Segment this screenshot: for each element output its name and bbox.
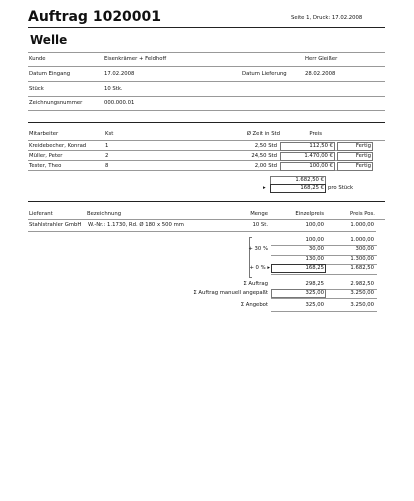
stueck-label: Stück: [29, 86, 44, 92]
mat-lieferant: Stahlstrahler GmbH: [29, 222, 82, 228]
datum-lieferung-label: Datum Lieferung: [242, 71, 287, 77]
work-name: Müller, Peter: [29, 153, 63, 159]
section-divider: [28, 201, 385, 202]
mat-header-bezeichnung: Bezeichnung: [87, 211, 122, 217]
calc-line: [271, 274, 377, 275]
datum-lieferung-value: 28.02.2008: [305, 71, 336, 77]
calc-pos: 1.000,00: [350, 237, 374, 243]
work-kst: 8: [105, 163, 109, 169]
sum-label: Σ Angebot: [240, 302, 268, 308]
work-zeit: 2,50 Std: [254, 143, 277, 149]
section-divider: [28, 122, 385, 123]
sum-einzel: 298,25: [305, 281, 324, 287]
work-sum: 1.682,50 €: [295, 177, 324, 183]
kunde-label: Kunde: [29, 56, 46, 62]
mat-header-preis-pos: Preis Pos.: [349, 211, 375, 217]
mat-row-line: [28, 231, 376, 232]
sum-pos: 3.250,00: [350, 302, 374, 308]
sum-einzel: 325,00: [305, 302, 324, 308]
pointer-arrow-icon: ▸: [263, 185, 266, 191]
mat-bezeichnung: W.-Nr.: 1.1730, Rd. Ø 180 x 500 mm: [88, 222, 184, 228]
per-piece-value: 168,25 €: [300, 185, 324, 191]
work-header-zeit: Ø Zeit in Std: [246, 131, 280, 137]
sum-pos: 2.982,50: [350, 281, 374, 287]
work-status: Fertig: [355, 163, 371, 169]
sum-einzel: 325,00: [305, 290, 324, 296]
work-preis: 100,00 €: [309, 163, 333, 169]
info-divider: [28, 96, 385, 97]
calc-einzel: 130,00: [305, 256, 324, 262]
info-top-divider: [28, 52, 385, 53]
calc-pos: 1.682,50: [350, 265, 374, 271]
datum-eingang-value: 17.02.2008: [104, 71, 135, 77]
work-kst: 1: [105, 143, 109, 149]
calc-pos: 1.300,00: [350, 256, 374, 262]
work-name: Kreidebecher, Konrad: [29, 143, 87, 149]
title-divider: [28, 27, 385, 28]
zeichnung-value: 000.000.01: [104, 100, 135, 106]
calc-einzel: 100,00: [305, 237, 324, 243]
sum-line: [271, 298, 377, 299]
print-meta: Seite 1, Druck: 17.02.2008: [291, 15, 363, 21]
info-divider: [28, 66, 385, 67]
work-status: Fertig: [355, 153, 371, 159]
work-kst: 2: [105, 153, 109, 159]
zeichnung-label: Zeichnungsnummer: [29, 100, 83, 106]
work-header-preis: Preis: [309, 131, 322, 137]
stueck-value: 10 Stk.: [104, 86, 123, 92]
work-zeit: 24,50 Std: [251, 153, 277, 159]
work-header-divider: [28, 140, 385, 141]
info-divider: [28, 81, 385, 82]
document-title: Auftrag 1020001: [28, 9, 162, 25]
mat-einzelpreis: 100,00: [305, 222, 324, 228]
sum-label: Σ Auftrag: [243, 281, 268, 287]
calc-pos: 300,00: [355, 246, 374, 252]
mat-header-lieferant: Lieferant: [29, 211, 53, 217]
contact-person: Herr Gleißer: [305, 56, 338, 62]
work-header-kst: Kst: [105, 131, 114, 137]
sum-label: Σ Auftrag manuell angepaßt: [193, 290, 268, 296]
work-preis: 1.470,00 €: [304, 153, 333, 159]
kunde-value: Eisenkrämer + Feldhoff: [104, 56, 167, 62]
mat-header-einzelpreis: Einzelpreis: [295, 211, 324, 217]
sum-pos: 3.250,00: [350, 290, 374, 296]
part-name: Welle: [30, 33, 68, 47]
sum-line: [271, 311, 377, 312]
per-piece-label: pro Stück: [328, 185, 354, 191]
calc-einzel: 168,25: [305, 265, 324, 271]
mat-menge: 10 St.: [252, 222, 268, 228]
datum-eingang-label: Datum Eingang: [29, 71, 71, 77]
work-preis: 112,50 €: [309, 143, 333, 149]
info-bottom-divider: [28, 110, 385, 111]
work-zeit: 2,00 Std: [254, 163, 277, 169]
mat-header-divider: [28, 219, 385, 220]
work-status: Fertig: [355, 143, 371, 149]
calc-label: + 0 % ▸: [249, 265, 270, 271]
calc-label: + 30 %: [248, 246, 268, 252]
calc-einzel: 30,00: [308, 246, 324, 252]
work-header-mitarbeiter: Mitarbeiter: [29, 131, 59, 137]
mat-preis-pos: 1.000,00: [350, 222, 374, 228]
mat-header-menge: Menge: [250, 211, 268, 217]
work-name: Tester, Theo: [29, 163, 62, 169]
